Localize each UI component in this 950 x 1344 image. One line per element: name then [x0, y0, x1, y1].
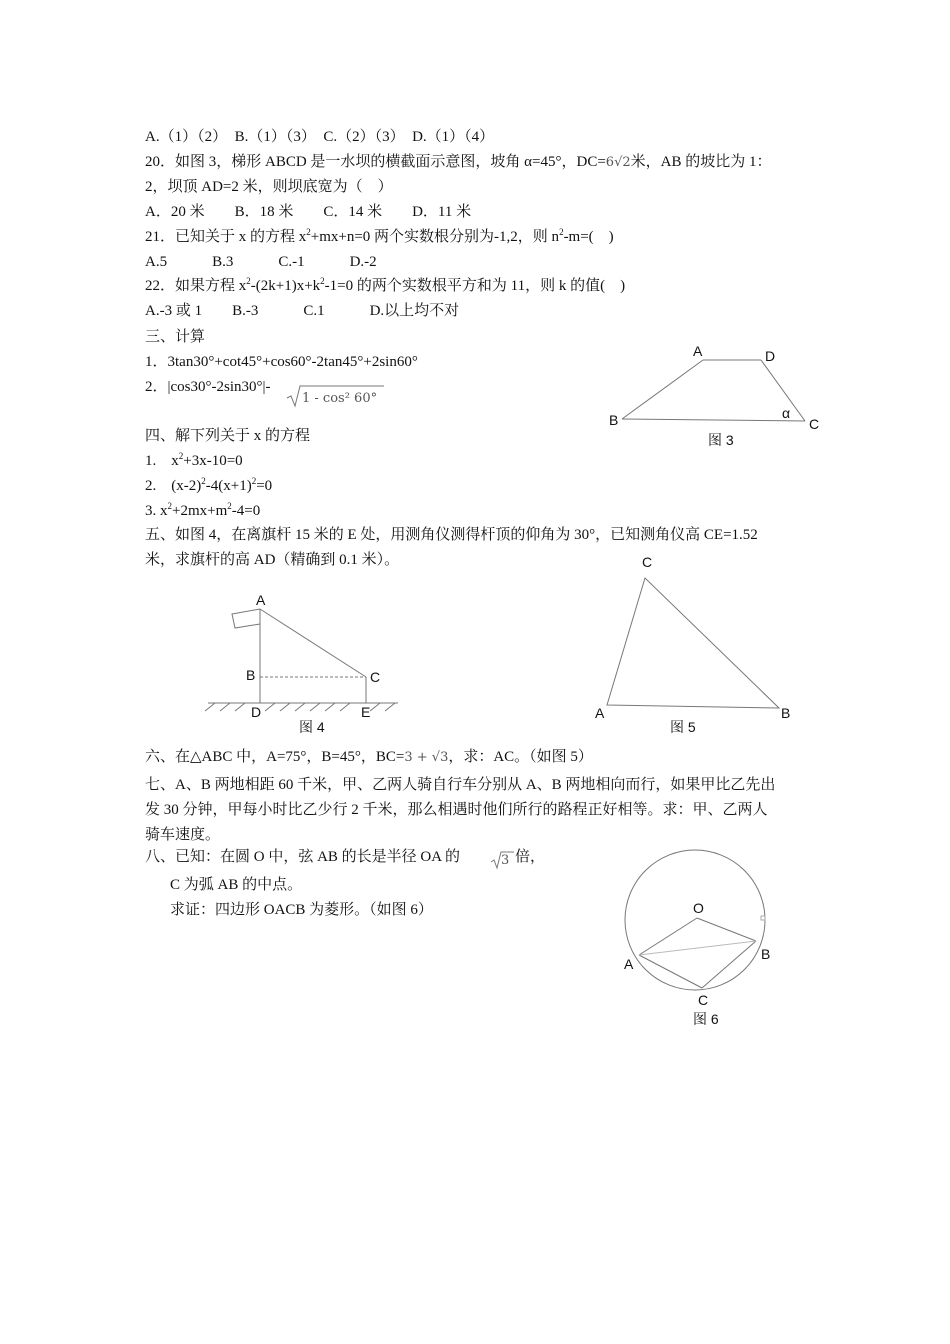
q20-text-b: 米，AB 的坡比为 1： — [630, 154, 772, 170]
fig3-label-b: B — [609, 412, 619, 428]
eq1-text-b: +3x-10=0 — [183, 453, 243, 469]
equation-1 — [145, 452, 243, 470]
fig6-segment-ob — [697, 918, 756, 941]
fig4-label-e: E — [361, 704, 371, 720]
fig4-label-a: A — [256, 592, 266, 608]
superscript: 2 — [201, 476, 206, 486]
superscript: 2 — [559, 227, 564, 237]
section-8-line1 — [145, 848, 460, 866]
section-7-line2: 发 30 分钟，甲每小时比乙少行 2 千米，那么相遇时他们所行的路程正好相等。求：甲、乙两人 — [145, 802, 768, 818]
q20-options: A．20 米 B．18 米 C．14 米 D．11 米 — [145, 204, 472, 220]
fig4-label-d: D — [251, 704, 262, 720]
section-4-heading: 四、解下列关于 x 的方程 — [145, 428, 311, 444]
equation-2 — [145, 477, 272, 495]
equation-3 — [145, 502, 260, 520]
q22-text-c: -1=0 的两个实数根平方和为 11，则 k 的值( ) — [324, 278, 626, 294]
fig3-caption: 图 3 — [708, 432, 734, 448]
q22-options: A.-3 或 1 B.-3 C.1 D.以上均不对 — [145, 303, 460, 319]
fig4-caption: 图 4 — [299, 719, 325, 735]
fig3-label-a: A — [693, 343, 703, 359]
superscript: 2 — [167, 501, 172, 511]
sec8-text-a: 八、已知：在圆 O 中，弦 AB 的长是半径 OA 的 — [145, 849, 461, 865]
sec8-radicand: 3 — [501, 853, 510, 868]
q21-options: A.5 B.3 C.-1 D.-2 — [145, 254, 377, 270]
fig6-segment-ac — [639, 955, 702, 988]
section-8-line3: 求证：四边形 OACB 为菱形。（如图 6） — [170, 902, 433, 918]
sec8-text-b: 倍， — [515, 849, 546, 865]
fig6-label-b: B — [761, 946, 771, 962]
q22-line — [145, 277, 625, 295]
sec6-bc-value: 3 + √3 — [404, 750, 449, 765]
fig3-label-c: C — [809, 416, 820, 432]
q22-text-a: 22．如果方程 x — [145, 278, 247, 294]
fig5-triangle — [607, 578, 779, 708]
fig6-chord-ab — [639, 941, 756, 955]
fig5-label-b: B — [781, 705, 791, 721]
fig6-segment-oa — [639, 918, 697, 955]
q21-text-c: -m=( ) — [563, 229, 614, 245]
sec6-text-b: ，求：AC。（如图 5） — [448, 749, 593, 765]
fig4-label-b: B — [246, 667, 256, 683]
q21-text-a: 21．已知关于 x 的方程 x — [145, 229, 307, 245]
fig5-caption: 图 5 — [670, 719, 696, 735]
fig6-label-o: O — [693, 900, 704, 916]
section-5-line1: 五、如图 4，在离旗杆 15 米的 E 处，用测角仪测得杆顶的仰角为 30°，已知测角仪高 CE=1.52 — [145, 527, 758, 543]
superscript: 2 — [251, 476, 257, 486]
fig4-sight-line — [260, 609, 366, 677]
fig6-handle — [761, 916, 765, 920]
eq3-text-c: -4=0 — [231, 503, 261, 519]
sec6-text-a: 六、在△ABC 中，A=75°，B=45°，BC= — [145, 749, 405, 765]
section-5-line2: 米，求旗杆的高 AD（精确到 0.1 米）。 — [145, 552, 400, 568]
superscript: 2 — [306, 227, 311, 237]
superscript: 2 — [246, 276, 251, 286]
eq2-text-c: =0 — [256, 478, 273, 494]
calc-2-radicand: 1 - cos² 60° — [302, 391, 378, 406]
fig6-label-c: C — [698, 992, 709, 1008]
eq2-text-a: 2. (x-2) — [145, 478, 202, 494]
eq2-text-b: -4(x+1) — [205, 478, 252, 494]
eq3-text-b: +2mx+m — [172, 503, 228, 519]
superscript: 2 — [320, 276, 325, 286]
q21-line — [145, 228, 614, 246]
fig4-label-c: C — [370, 669, 381, 685]
fig6-segment-bc — [702, 941, 756, 988]
q20-line2: 2，坝顶 AD=2 米，则坝底宽为（ ） — [145, 179, 393, 195]
section-8-line2: C 为弧 AB 的中点。 — [170, 877, 303, 893]
q22-text-b: -(2k+1)x+k — [250, 278, 321, 294]
superscript: 2 — [178, 451, 184, 461]
fig3-label-alpha: α — [782, 405, 791, 421]
fig4-flag — [232, 609, 260, 628]
fig5-label-a: A — [595, 705, 605, 721]
fig3-label-d: D — [765, 348, 776, 364]
q21-text-b: +mx+n=0 两个实数根分别为-1,2，则 n — [310, 229, 560, 245]
eq1-text-a: 1. x — [145, 453, 179, 469]
calc-1: 1．3tan30°+cot45°+cos60°-2tan45°+2sin60° — [145, 354, 418, 370]
fig5-label-c: C — [642, 554, 653, 570]
q20-line1 — [145, 153, 771, 172]
calc-2 — [145, 378, 271, 396]
section-7-line3: 骑车速度。 — [145, 827, 221, 843]
fig6-circle — [625, 850, 765, 990]
fig3-segment-bc — [622, 419, 805, 421]
fig6-label-a: A — [624, 956, 634, 972]
q19-options: A.（1）（2） B.（1）（3） C.（2）（3） D.（1）（4） — [145, 129, 495, 145]
superscript: 2 — [227, 501, 232, 511]
section-7-line1: 七、A、B 两地相距 60 千米，甲、乙两人骑自行车分别从 A、B 两地相向而行，如果甲比乙先出 — [145, 777, 776, 793]
q20-text-a: 20．如图 3，梯形 ABCD 是一水坝的横截面示意图，坡角 α=45°，DC= — [145, 154, 606, 170]
eq3-text-a: 3. x — [145, 503, 168, 519]
q20-dc-value: 6√2 — [605, 155, 631, 170]
section-3-heading: 三、计算 — [145, 329, 206, 345]
section-6-line — [145, 748, 593, 767]
calc-2-text: 2．|cos30°-2sin30°|- — [145, 379, 271, 395]
fig3-segment-ab — [622, 360, 703, 419]
fig6-caption: 图 6 — [693, 1011, 719, 1027]
